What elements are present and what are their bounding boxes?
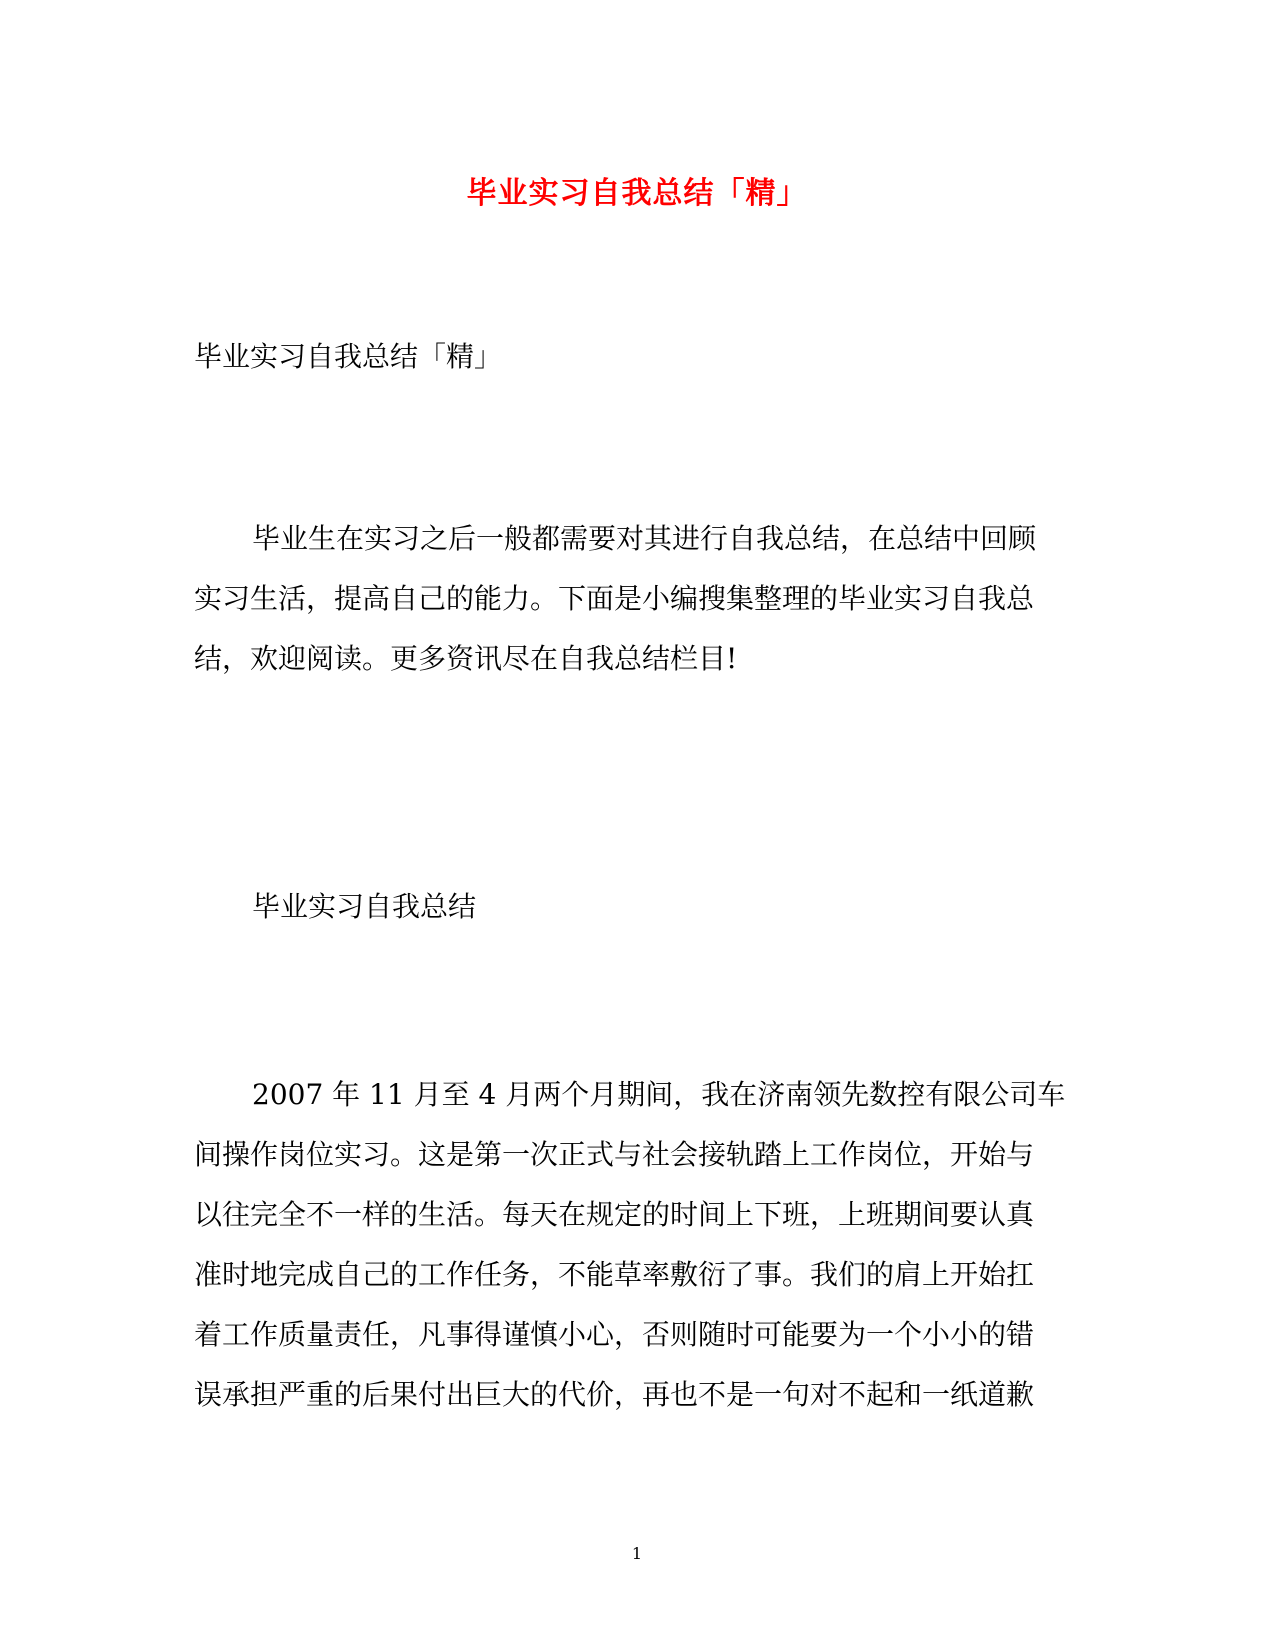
intro-line: 实习生活，提高自己的能力。下面是小编搜集整理的毕业实习自我总 <box>194 582 1035 615</box>
intro-line: 结，欢迎阅读。更多资讯尽在自我总结栏目! <box>194 642 738 675</box>
section-heading: 毕业实习自我总结 <box>252 890 477 923</box>
body-line: 着工作质量责任，凡事得谨慎小心，否则随时可能要为一个小小的错 <box>194 1318 1035 1351</box>
body-line: 准时地完成自己的工作任务，不能草率敷衍了事。我们的肩上开始扛 <box>194 1258 1035 1291</box>
body-line: 2007 年 11 月至 4 月两个月期间，我在济南领先数控有限公司车 <box>252 1078 1066 1111</box>
body-line: 间操作岗位实习。这是第一次正式与社会接轨踏上工作岗位，开始与 <box>194 1138 1035 1171</box>
document-title: 毕业实习自我总结「精」 <box>466 176 808 211</box>
intro-line: 毕业生在实习之后一般都需要对其进行自我总结，在总结中回顾 <box>252 522 1037 555</box>
page-number: 1 <box>631 1544 643 1563</box>
document-subtitle: 毕业实习自我总结「精」 <box>194 340 503 373</box>
body-line: 以往完全不一样的生活。每天在规定的时间上下班，上班期间要认真 <box>194 1198 1035 1231</box>
body-line: 误承担严重的后果付出巨大的代价，再也不是一句对不起和一纸道歉 <box>194 1378 1035 1411</box>
